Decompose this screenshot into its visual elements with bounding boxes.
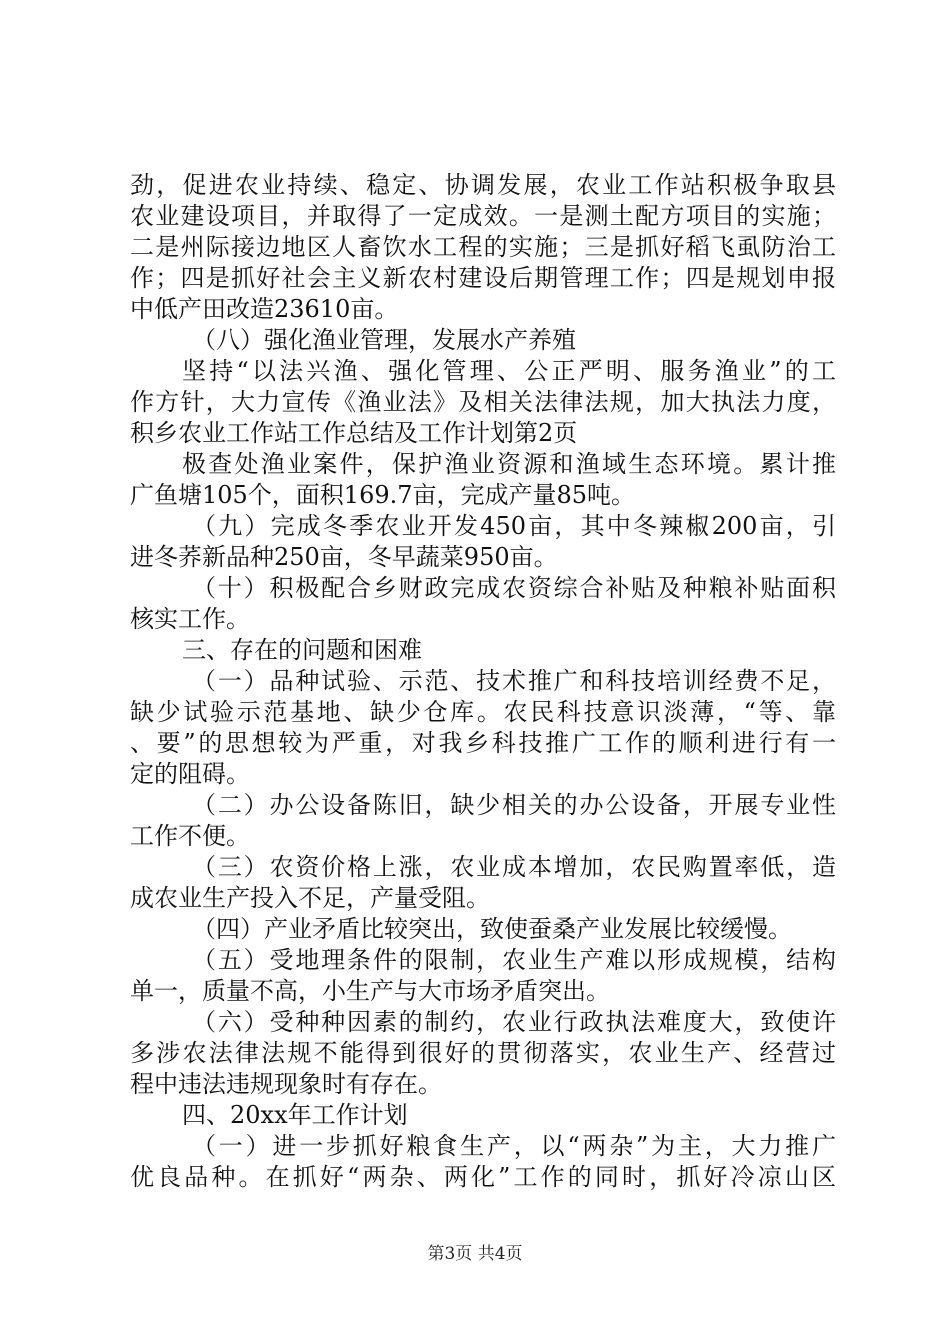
section-heading: （八）强化渔业管理，发展水产养殖 (192, 326, 576, 354)
text-line: （五）受地理条件的限制，农业生产难以形成规模，结构 (192, 946, 836, 974)
text-line: 成农业生产投入不足，产量受阻。 (130, 884, 490, 912)
text-line: 极查处渔业案件，保护渔业资源和渔域生态环境。累计推 (182, 450, 836, 478)
page-footer: 第3页 共4页 (427, 1244, 523, 1264)
text-line: 作方针，大力宣传《渔业法》及相关法律法规，加大执法力度， (130, 388, 836, 416)
text-line: 作；四是抓好社会主义新农村建设后期管理工作；四是规划申报 (130, 264, 836, 292)
text-line: 程中违法违规现象时有存在。 (130, 1070, 442, 1098)
section-heading: 三、存在的问题和困难 (182, 636, 422, 664)
text-line: 二是州际接边地区人畜饮水工程的实施；三是抓好稻飞虱防治工 (130, 233, 836, 261)
text-line: 、要”的思想较为严重，对我乡科技推广工作的顺利进行有一 (130, 729, 836, 757)
text-line: 缺少试验示范基地、缺少仓库。农民科技意识淡薄，“等、靠 (130, 698, 836, 726)
text-line: （二）办公设备陈旧，缺少相关的办公设备，开展专业性 (192, 791, 836, 819)
text-line: （一）品种试验、示范、技术推广和科技培训经费不足， (192, 667, 836, 695)
text-line: 单一，质量不高，小生产与大市场矛盾突出。 (130, 977, 610, 1005)
text-line: 定的阻碍。 (130, 760, 250, 788)
text-line: 广鱼塘105个，面积169.7亩，完成产量85吨。 (130, 481, 636, 509)
text-line: 优良品种。在抓好“两杂、两化”工作的同时，抓好冷凉山区 (130, 1163, 836, 1191)
text-line: 核实工作。 (130, 605, 250, 633)
section-heading: 四、20xx年工作计划 (182, 1101, 408, 1129)
text-line: （三）农资价格上涨，农业成本增加，农民购置率低，造 (192, 853, 836, 881)
text-line: （九）完成冬季农业开发450亩，其中冬辣椒200亩，引 (192, 512, 836, 540)
text-line: 积乡农业工作站工作总结及工作计划第2页 (130, 419, 578, 447)
text-line: 劲，促进农业持续、稳定、协调发展，农业工作站积极争取县 (130, 171, 836, 199)
text-line: 进冬荞新品种250亩，冬早蔬菜950亩。 (130, 543, 558, 571)
text-line: 坚持“以法兴渔、强化管理、公正严明、服务渔业”的工 (182, 357, 836, 385)
text-line: 多涉农法律法规不能得到很好的贯彻落实，农业生产、经营过 (130, 1039, 836, 1067)
text-line: 农业建设项目，并取得了一定成效。一是测土配方项目的实施； (130, 202, 836, 230)
text-line: （四）产业矛盾比较突出，致使蚕桑产业发展比较缓慢。 (192, 915, 792, 943)
text-line: （一）进一步抓好粮食生产，以“两杂”为主，大力推广 (192, 1132, 836, 1160)
text-line: （十）积极配合乡财政完成农资综合补贴及种粮补贴面积 (192, 574, 836, 602)
text-line: （六）受种种因素的制约，农业行政执法难度大，致使许 (192, 1008, 836, 1036)
text-line: 工作不便。 (130, 822, 250, 850)
document-body (130, 170, 836, 1193)
text-line: 中低产田改造23610亩。 (130, 295, 399, 323)
